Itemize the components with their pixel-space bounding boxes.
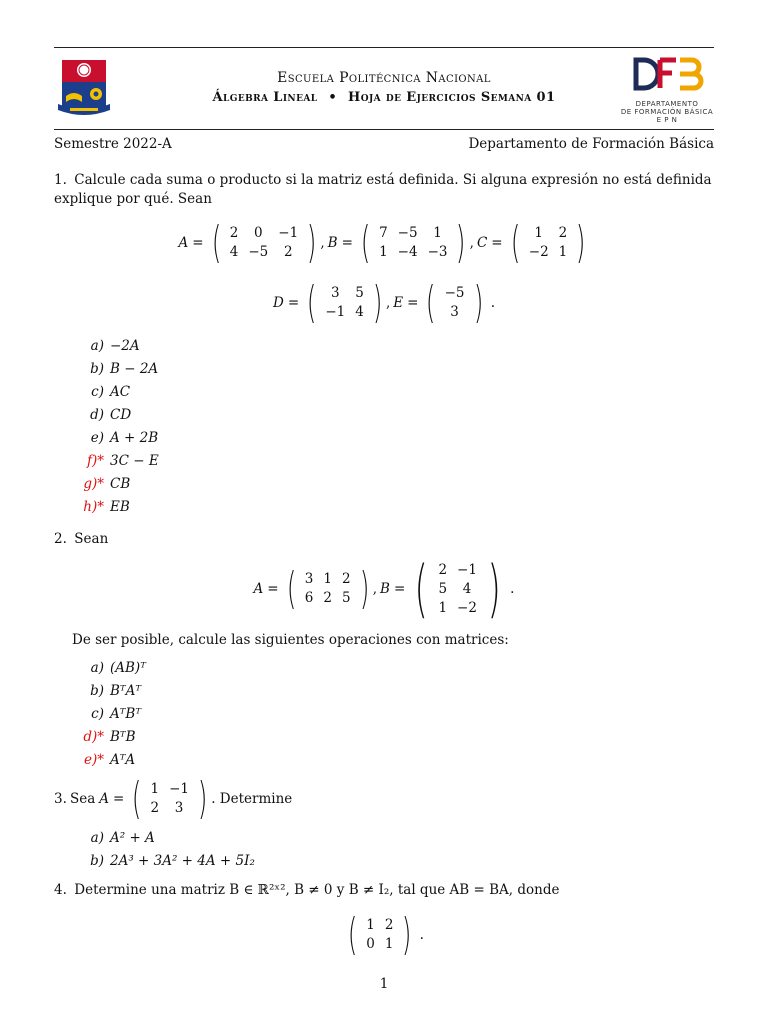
matrix-A1: ( 2 0 −1 4 −5 2 ) [211,217,317,268]
ex1-matrices-row2: D = ( 3 5 −1 4 ) , E = ( −5 3 ) . [273,277,495,328]
exercise-item [72,407,131,423]
exercise-item [72,660,146,676]
matrix-B2: ( 2 −1 5 4 1 −2 ) [414,552,501,625]
page-number: 1 [379,976,389,992]
school-name: Escuela Politécnica Nacional [277,70,491,86]
semester: Semestre 2022-A [54,136,172,152]
dfb-logo-mark [620,56,714,96]
exercise-item [72,430,158,446]
item-label: a) [90,338,104,354]
item-label: e)* [83,752,104,768]
ex1-text: Calcule cada suma o producto si la matriz está definida. Si alguna expresión no está definida explique por qué. Sean [54,172,712,207]
exercise-item [72,706,141,722]
ex2-matrices: A = ( 3 1 2 6 2 5 ) , B = ( 2 −1 5 4 1 −2 ) . [253,552,515,625]
exercise-item [72,683,141,699]
ex3-number: 3. [54,791,67,807]
top-rule [54,47,714,48]
item-expression: CB [110,476,131,492]
bullet: • [328,90,338,105]
exercise-item [72,361,158,377]
item-expression: BᵀB [110,729,136,745]
item-label: d)* [83,729,104,745]
ex1-matrices-row1: A = ( 2 0 −1 4 −5 2 ) , B = ( 7 −5 1 1 −4 −3 ) , C = ( 1 2 −2 1 ) [54,222,714,264]
item-expression: AᵀBᵀ [110,706,142,722]
item-expression: 3C − E [110,453,159,469]
ex1-statement [54,171,714,209]
ex2-text: Sean [74,531,109,547]
ex2-number: 2. [54,531,67,547]
ex2-instruction: De ser posible, calcule las siguientes operaciones con matrices: [72,632,509,648]
exercise-item [72,453,159,469]
course-name: Álgebra Lineal [212,90,318,105]
ex3-statement: 3. Sea A = ( 1 −1 2 3 ) . Determine [54,773,293,824]
header-rule [54,129,714,130]
matrix-M4: ( 1 2 0 1 ) [347,909,412,960]
exercise-item [72,853,255,869]
dfb-line3: E P N [656,116,678,124]
exercise-item [72,338,140,354]
dfb-line2: DE FORMACIÓN BÁSICA [620,108,714,116]
matrix-C1: ( 1 2 −2 1 ) [510,217,586,268]
item-label: d) [90,407,104,423]
item-label: f)* [86,453,104,469]
item-label: c) [91,706,104,722]
exercise-item [72,830,155,846]
matrix-A2: ( 3 1 2 6 2 5 ) [286,563,369,614]
dfb-logo [620,56,714,124]
exercise-item [72,729,136,745]
ex3-pre: Sea [70,791,96,807]
matrix-B1: ( 7 −5 1 1 −4 −3 ) [360,217,466,268]
item-label: g)* [83,476,104,492]
ex4-number: 4. [54,882,67,898]
item-label: b) [90,361,104,377]
item-label: e) [90,430,104,446]
matrix-A3: ( 1 −1 2 3 ) [132,773,208,824]
sheet-name: Hoja de Ejercicios Semana 01 [348,90,556,105]
department: Departamento de Formación Básica [468,136,714,152]
item-label: h)* [83,499,104,515]
item-label: a) [90,660,104,676]
item-label: b) [90,853,104,869]
ex4-text: Determine una matriz B ∈ ℝ²ˣ², B ≠ 0 y B ≠ I₂, tal que AB = BA, donde [74,882,560,898]
item-expression: AC [110,384,131,400]
item-expression: CD [110,407,132,423]
item-expression: B − 2A [110,361,159,377]
ex3-post: . Determine [211,791,293,807]
ex1-number: 1. [54,172,67,188]
item-expression: AᵀA [110,752,136,768]
ex4-statement [54,882,559,898]
item-expression: 2A³ + 3A² + 4A + 5I₂ [110,853,255,869]
matrix-E1: ( −5 3 ) [426,277,483,328]
item-label: a) [90,830,104,846]
matrix-D1: ( 3 5 −1 4 ) [307,277,383,328]
item-label: b) [90,683,104,699]
item-expression: A² + A [110,830,155,846]
ex4-matrix-row: ( 1 2 0 1 ) . [54,914,714,956]
dfb-line1: DEPARTAMENTO [635,100,699,108]
exercise-item [72,752,135,768]
item-expression: −2A [110,338,140,354]
item-expression: (AB)ᵀ [110,660,146,676]
exercise-item [72,499,130,515]
epn-shield-logo [56,58,112,120]
item-expression: EB [110,499,130,515]
item-expression: A + 2B [110,430,159,446]
ex2-statement [54,531,108,547]
exercise-item [72,476,130,492]
exercise-item [72,384,130,400]
item-label: c) [91,384,104,400]
item-expression: BᵀAᵀ [110,683,142,699]
